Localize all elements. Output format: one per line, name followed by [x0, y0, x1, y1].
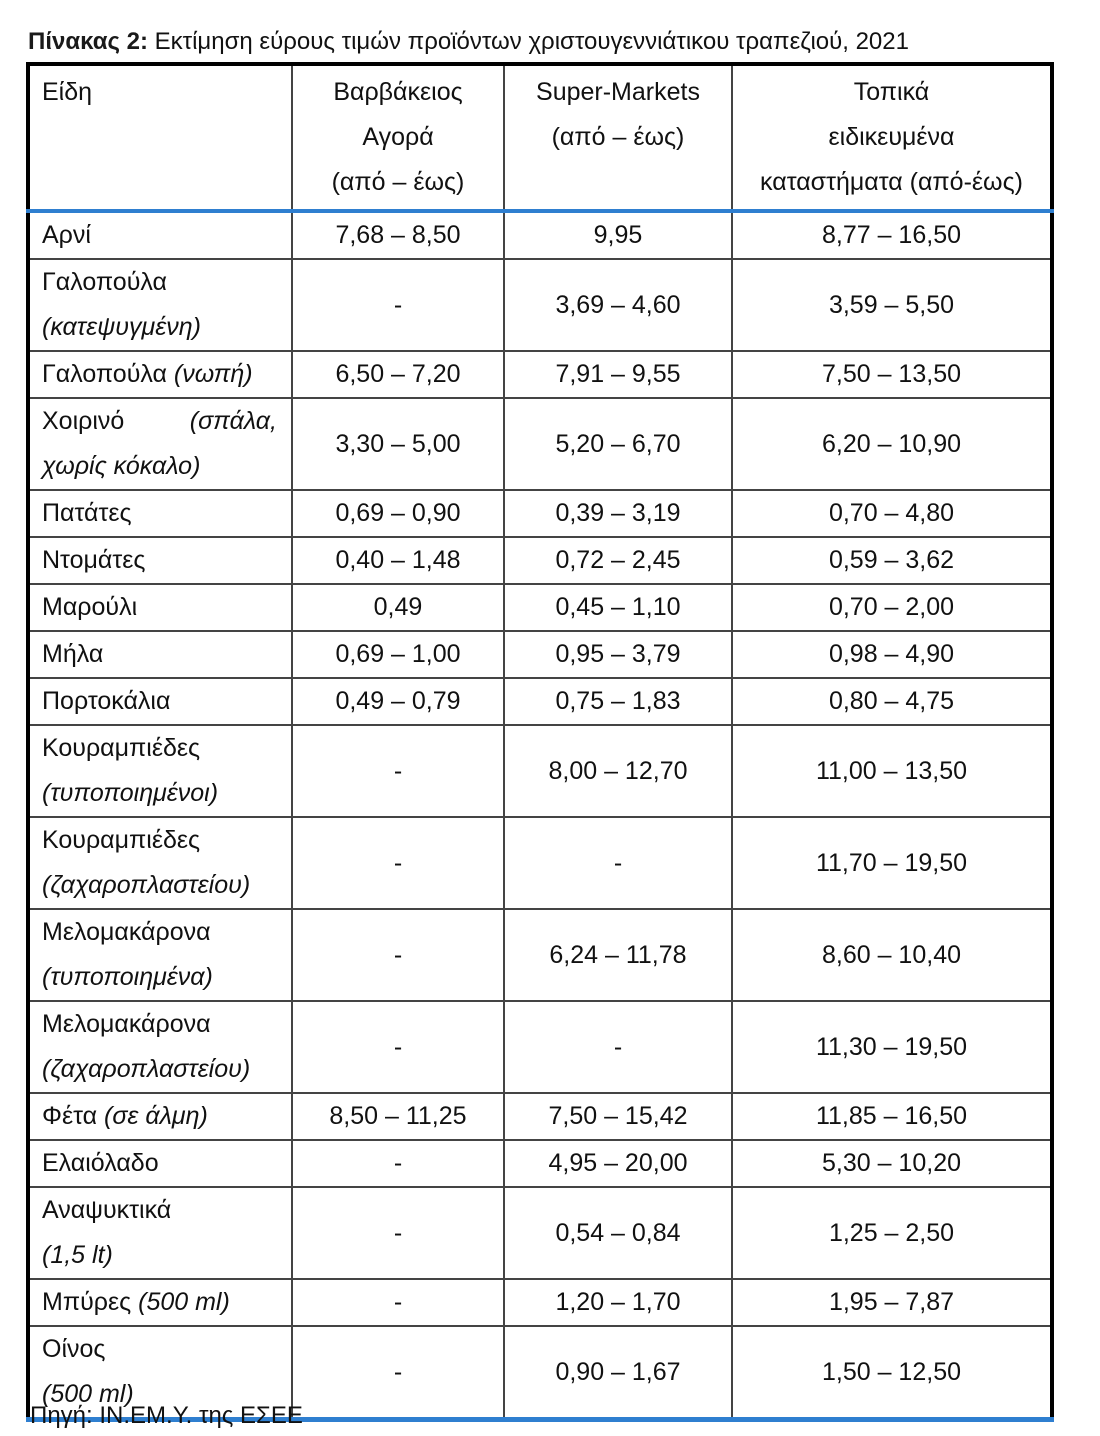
item-cell	[28, 1279, 292, 1326]
price-supermarkets: 3,69 – 4,60	[504, 259, 732, 351]
price-varvakeios: -	[292, 725, 504, 817]
table-row	[28, 1279, 1052, 1326]
price-supermarkets: 5,20 – 6,70	[504, 398, 732, 490]
header-line: (από – έως)	[331, 168, 465, 196]
table-row	[28, 725, 1052, 817]
item-cell	[28, 725, 292, 817]
price-table	[26, 62, 1054, 1422]
price-local-stores: 1,50 – 12,50	[732, 1326, 1052, 1420]
item-name: Γαλοπούλα	[42, 268, 167, 296]
table-row	[28, 678, 1052, 725]
table-row	[28, 1001, 1052, 1093]
price-supermarkets: -	[504, 1001, 732, 1093]
item-name: Φέτα	[42, 1102, 98, 1130]
price-varvakeios: -	[292, 817, 504, 909]
price-supermarkets: 4,95 – 20,00	[504, 1140, 732, 1187]
price-varvakeios: 7,68 – 8,50	[292, 211, 504, 259]
price-local-stores: 0,80 – 4,75	[732, 678, 1052, 725]
price-local-stores: 11,85 – 16,50	[732, 1093, 1052, 1140]
item-cell	[28, 631, 292, 678]
table-body	[28, 211, 1052, 1420]
item-name: Οίνος	[42, 1335, 106, 1363]
item-cell	[28, 1093, 292, 1140]
price-varvakeios: -	[292, 909, 504, 1001]
price-varvakeios: -	[292, 1279, 504, 1326]
header-row	[28, 64, 1052, 211]
item-note: (ζαχαροπλαστείου)	[42, 871, 251, 899]
header-line: ειδικευμένα	[828, 123, 955, 151]
item-note: (τυποποιημένα)	[42, 963, 213, 991]
header-line: Τοπικά	[853, 78, 930, 106]
price-varvakeios: -	[292, 1326, 504, 1420]
item-cell	[28, 1187, 292, 1279]
price-local-stores: 11,00 – 13,50	[732, 725, 1052, 817]
item-cell	[28, 259, 292, 351]
price-supermarkets: 0,45 – 1,10	[504, 584, 732, 631]
item-name: Πορτοκάλια	[42, 687, 171, 715]
item-note: (κατεψυγμένη)	[42, 313, 201, 341]
item-cell	[28, 490, 292, 537]
header-line: (από – έως)	[551, 123, 685, 151]
item-cell	[28, 584, 292, 631]
header-line: Βαρβάκειος	[333, 78, 463, 106]
item-name: Χοιρινό	[42, 407, 125, 435]
price-supermarkets: 1,20 – 1,70	[504, 1279, 732, 1326]
price-local-stores: 3,59 – 5,50	[732, 259, 1052, 351]
price-local-stores: 5,30 – 10,20	[732, 1140, 1052, 1187]
header-item	[28, 64, 292, 211]
price-supermarkets: 0,95 – 3,79	[504, 631, 732, 678]
price-varvakeios: -	[292, 1187, 504, 1279]
item-note: (τυποποιημένοι)	[42, 779, 219, 807]
price-supermarkets: 0,72 – 2,45	[504, 537, 732, 584]
price-supermarkets: 9,95	[504, 211, 732, 259]
price-local-stores: 8,77 – 16,50	[732, 211, 1052, 259]
item-cell	[28, 211, 292, 259]
price-table-container	[26, 62, 1050, 1422]
price-local-stores: 11,30 – 19,50	[732, 1001, 1052, 1093]
price-local-stores: 8,60 – 10,40	[732, 909, 1052, 1001]
caption-label: Πίνακας 2:	[28, 28, 148, 55]
price-supermarkets: 7,50 – 15,42	[504, 1093, 732, 1140]
price-supermarkets: 0,90 – 1,67	[504, 1326, 732, 1420]
table-row	[28, 398, 1052, 490]
item-name: Κουραμπιέδες	[42, 734, 201, 762]
price-local-stores: 0,70 – 4,80	[732, 490, 1052, 537]
price-varvakeios: -	[292, 1140, 504, 1187]
header-line: Αγορά	[362, 123, 434, 151]
price-local-stores: 7,50 – 13,50	[732, 351, 1052, 398]
table-row	[28, 631, 1052, 678]
price-supermarkets: 0,54 – 0,84	[504, 1187, 732, 1279]
price-local-stores: 6,20 – 10,90	[732, 398, 1052, 490]
price-supermarkets: 6,24 – 11,78	[504, 909, 732, 1001]
item-note: (ζαχαροπλαστείου)	[42, 1055, 251, 1083]
item-name: Αρνί	[42, 221, 91, 249]
item-note: (500 ml)	[138, 1288, 230, 1316]
price-varvakeios: -	[292, 259, 504, 351]
item-note: (500 ml)	[42, 1380, 134, 1408]
table-row	[28, 817, 1052, 909]
item-name: Μπύρες	[42, 1288, 132, 1316]
price-varvakeios: 0,49 – 0,79	[292, 678, 504, 725]
table-row	[28, 259, 1052, 351]
table-caption	[28, 28, 909, 56]
item-name: Αναψυκτικά	[42, 1196, 172, 1224]
table-row	[28, 490, 1052, 537]
caption-text: Εκτίμηση εύρους τιμών προϊόντων χριστουγεννιάτικου τραπεζιού, 2021	[154, 28, 909, 55]
item-name: Μελομακάρονα	[42, 918, 211, 946]
item-name: Μελομακάρονα	[42, 1010, 211, 1038]
price-local-stores: 0,98 – 4,90	[732, 631, 1052, 678]
price-supermarkets: 0,39 – 3,19	[504, 490, 732, 537]
price-supermarkets: 7,91 – 9,55	[504, 351, 732, 398]
price-local-stores: 1,25 – 2,50	[732, 1187, 1052, 1279]
table-row	[28, 1187, 1052, 1279]
item-name: Πατάτες	[42, 499, 132, 527]
item-cell	[28, 398, 292, 490]
item-cell	[28, 351, 292, 398]
item-note: (νωπή)	[173, 360, 253, 388]
price-supermarkets: 0,75 – 1,83	[504, 678, 732, 725]
item-cell	[28, 1001, 292, 1093]
price-supermarkets: -	[504, 817, 732, 909]
header-supermarkets	[504, 64, 732, 211]
item-cell	[28, 1140, 292, 1187]
header-varvakeios	[292, 64, 504, 211]
price-varvakeios: 0,40 – 1,48	[292, 537, 504, 584]
table-row	[28, 584, 1052, 631]
table-row	[28, 537, 1052, 584]
price-varvakeios: 0,69 – 0,90	[292, 490, 504, 537]
source-note: Πηγή: ΙΝ.ΕΜ.Υ. της ΕΣΕΕ	[30, 1402, 303, 1429]
table-row	[28, 211, 1052, 259]
item-name: Κουραμπιέδες	[42, 826, 201, 854]
item-cell	[28, 678, 292, 725]
item-name: Μήλα	[42, 640, 104, 668]
item-name: Μαρούλι	[42, 593, 138, 621]
header-line: καταστήματα (από-έως)	[760, 168, 1023, 196]
item-cell	[28, 817, 292, 909]
price-supermarkets: 8,00 – 12,70	[504, 725, 732, 817]
item-cell	[28, 537, 292, 584]
header-line: Είδη	[42, 78, 93, 106]
price-varvakeios: -	[292, 1001, 504, 1093]
table-row	[28, 351, 1052, 398]
header-local-stores	[732, 64, 1052, 211]
price-varvakeios: 0,69 – 1,00	[292, 631, 504, 678]
item-cell	[28, 909, 292, 1001]
item-name: Γαλοπούλα	[42, 360, 167, 388]
price-varvakeios: 8,50 – 11,25	[292, 1093, 504, 1140]
table-row	[28, 909, 1052, 1001]
item-note: (σε άλμη)	[104, 1102, 208, 1130]
item-note: (1,5 lt)	[42, 1241, 113, 1269]
table-row	[28, 1093, 1052, 1140]
item-name: Ελαιόλαδο	[42, 1149, 159, 1177]
price-local-stores: 1,95 – 7,87	[732, 1279, 1052, 1326]
price-varvakeios: 3,30 – 5,00	[292, 398, 504, 490]
item-name: Ντομάτες	[42, 546, 146, 574]
price-local-stores: 0,59 – 3,62	[732, 537, 1052, 584]
price-local-stores: 11,70 – 19,50	[732, 817, 1052, 909]
price-varvakeios: 6,50 – 7,20	[292, 351, 504, 398]
table-row	[28, 1140, 1052, 1187]
header-line: Super-Markets	[536, 78, 700, 106]
price-local-stores: 0,70 – 2,00	[732, 584, 1052, 631]
item-note: (σπάλα, χωρίς κόκαλο)	[42, 407, 277, 480]
price-varvakeios: 0,49	[292, 584, 504, 631]
